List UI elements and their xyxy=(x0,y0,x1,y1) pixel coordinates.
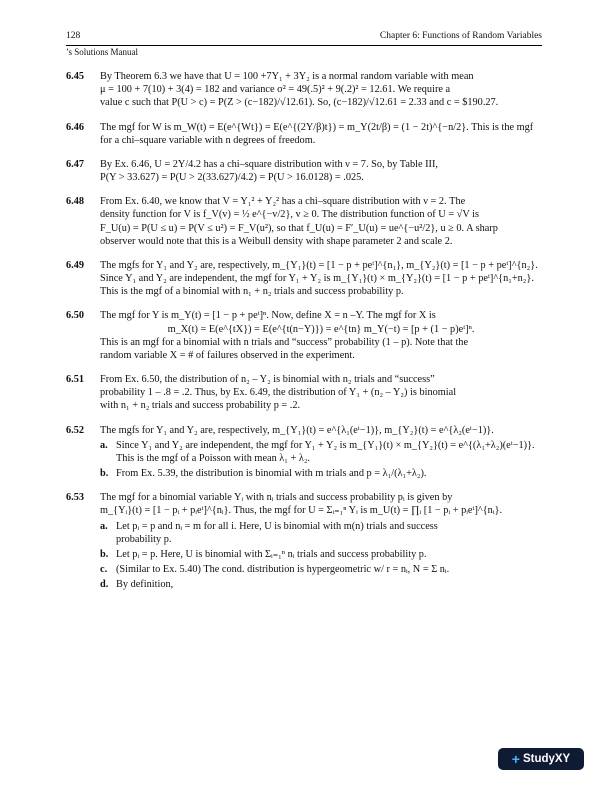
solution-line: By definition, xyxy=(116,579,174,591)
solution-line: value c such that P(U > c) = P(Z > (c−182)/√12.61). So, (c−182)/√12.61 = 2.33 and c = $190.27. xyxy=(100,97,499,109)
exercise-6-52 xyxy=(66,424,542,481)
exercise-6-47 xyxy=(66,158,542,184)
exercise-6-49 xyxy=(66,259,542,299)
logo-text: StudyXY xyxy=(522,753,571,765)
exercise-number: 6.51 xyxy=(66,374,85,386)
manual-subtitle: ’s Solutions Manual xyxy=(66,47,139,57)
solution-line: The mgf for a binomial variable Yᵢ with nᵢ trials and success probability pᵢ is given by xyxy=(100,492,453,504)
part-text xyxy=(116,439,542,465)
part-label: b. xyxy=(100,468,109,480)
exercise-number: 6.52 xyxy=(66,424,85,436)
part-a xyxy=(100,439,542,465)
solution-line: Since Y₁ and Y₂ are independent, the mgf for Y₁ + Y₂ is m_{Y₁}(t) × m_{Y₂}(t) = [1 − p + peᵗ]^{n₁+n₂}. xyxy=(100,273,534,285)
exercise-body xyxy=(100,259,542,299)
part-d xyxy=(100,578,542,591)
page-header xyxy=(66,30,542,43)
exercise-number: 6.48 xyxy=(66,196,85,208)
exercise-6-51 xyxy=(66,373,542,413)
solution-line: P(Y > 33.627) = P(U > 2(33.627)/4.2) = P(U > 16.0128) = .025. xyxy=(100,172,364,184)
exercise-body xyxy=(100,373,542,413)
solution-line: random variable X = # of failures observed in the experiment. xyxy=(100,349,355,361)
part-text xyxy=(116,548,542,561)
part-a xyxy=(100,520,542,546)
part-text xyxy=(116,467,542,480)
exercise-body xyxy=(100,424,542,481)
solution-line: Let pᵢ = p. Here, U is binomial with Σᵢ₌₁ⁿ nᵢ trials and success probability p. xyxy=(116,548,427,560)
exercise-6-53 xyxy=(66,491,542,591)
solution-line: probability p. xyxy=(116,533,172,545)
exercise-6-46 xyxy=(66,121,542,147)
part-label: b. xyxy=(100,548,109,560)
exercise-6-45 xyxy=(66,70,542,110)
header-rule xyxy=(66,45,542,46)
solution-line: By Theorem 6.3 we have that U = 100 +7Y₁ + 3Y₂ is a normal random variable with mean xyxy=(100,71,474,82)
solution-line: This is the mgf of a Poisson with mean λ₁ + λ₂. xyxy=(116,452,311,464)
part-label: d. xyxy=(100,579,109,591)
solution-line: F_U(u) = P(U ≤ u) = P(V ≤ u²) = F_V(u²), so that f_U(u) = F′_U(u) = ue^{−u²/2}, u ≥ 0. A sharp xyxy=(100,222,498,234)
studyxy-logo[interactable] xyxy=(498,748,584,770)
part-label: c. xyxy=(100,564,108,576)
exercise-number: 6.50 xyxy=(66,310,85,322)
solution-line: Let pᵢ = p and nᵢ = m for all i. Here, U is binomial with m(n) trials and success xyxy=(116,520,438,532)
part-label: a. xyxy=(100,439,108,451)
solution-line: This is the mgf of a binomial with n₁ + n₂ trials and success probability p. xyxy=(100,286,404,298)
exercise-body xyxy=(100,158,542,184)
exercise-number: 6.49 xyxy=(66,259,85,271)
solution-line: The mgfs for Y₁ and Y₂ are, respectively, m_{Y₁}(t) = e^{λ₁(eᵗ−1)}, m_{Y₂}(t) = e^{λ₂(eᵗ−1)}. xyxy=(100,424,494,436)
solution-line: m_{Yᵢ}(t) = [1 − pᵢ + pᵢeᵗ]^{nᵢ}. Thus, the mgf for U = Σᵢ₌₁ⁿ Yᵢ is m_U(t) = ∏ᵢ [1 − pᵢ + pᵢeᵗ]^{nᵢ}. xyxy=(100,505,503,517)
exercise-number: 6.53 xyxy=(66,492,85,504)
exercise-number: 6.47 xyxy=(66,158,85,170)
solution-line: By Ex. 6.46, U = 2Y/4.2 has a chi–square distribution with ν = 7. So, by Table III, xyxy=(100,158,438,170)
part-label: a. xyxy=(100,520,108,532)
solution-line: The mgf for Y is m_Y(t) = [1 − p + peᵗ]ⁿ. Now, define X = n –Y. The mgf for X is xyxy=(100,310,436,322)
solution-line: The mgf for W is m_W(t) = E(e^{Wt}) = E(e^{(2Y/β)t}) = m_Y(2t/β) = (1 − 2t)^{−n/2}. This is the mgf xyxy=(100,121,534,133)
part-b xyxy=(100,548,542,561)
part-c xyxy=(100,563,542,576)
solution-line: This is an mgf for a binomial with n trials and “success” probability (1 – p). Note that the xyxy=(100,336,469,348)
part-text xyxy=(116,520,542,546)
solution-line: observer would note that this is a Weibull density with shape parameter 2 and scale 2. xyxy=(100,235,453,247)
part-text xyxy=(116,563,542,576)
exercise-body xyxy=(100,309,542,362)
solution-equation: m_X(t) = E(e^{tX}) = E(e^{t(n−Y)}) = e^{tn} m_Y(−t) = [p + (1 − p)eᵗ]ⁿ. xyxy=(167,323,475,335)
solution-line: The mgfs for Y₁ and Y₂ are, respectively, m_{Y₁}(t) = [1 − p + peᵗ]^{n₁}, m_{Y₂}(t) = [1 − p + peᵗ]^{n₂}. xyxy=(100,259,538,271)
page-number: 128 xyxy=(66,31,81,41)
solution-line: μ = 100 + 7(10) + 3(4) = 182 and variance σ² = 49(.5)² + 9(.2)² = 12.61. We require a xyxy=(100,84,451,96)
part-b xyxy=(100,467,542,480)
exercise-body xyxy=(100,195,542,248)
solution-line: density function for V is f_V(v) = ½ e^{−v/2}, v ≥ 0. The distribution function of U = √V is xyxy=(100,209,480,221)
solution-line: From Ex. 5.39, the distribution is binomial with m trials and p = λ₁/(λ₁+λ₂). xyxy=(116,468,427,480)
plus-icon: + xyxy=(511,751,520,767)
exercise-6-50 xyxy=(66,309,542,362)
chapter-title: Chapter 6: Functions of Random Variables xyxy=(379,31,542,41)
exercise-6-48 xyxy=(66,195,542,248)
part-text xyxy=(116,578,542,591)
exercise-body xyxy=(100,70,542,110)
solution-line: From Ex. 6.40, we know that V = Y₁² + Y₂² has a chi–square distribution with ν = 2. The xyxy=(100,196,466,208)
solution-line: for a chi–square variable with n degrees of freedom. xyxy=(100,134,316,146)
solution-line: From Ex. 6.50, the distribution of n₂ – Y₂ is binomial with n₂ trials and “success” xyxy=(100,374,435,386)
solution-line: (Similar to Ex. 5.40) The cond. distribution is hypergeometric w/ r = nᵢ, N = Σ nᵢ. xyxy=(116,564,450,576)
solution-line: probability 1 – .8 = .2. Thus, by Ex. 6.49, the distribution of Y₁ + (n₂ – Y₂) is binomial xyxy=(100,387,457,399)
exercise-number: 6.45 xyxy=(66,71,85,82)
exercise-body xyxy=(100,121,542,147)
exercise-number: 6.46 xyxy=(66,121,85,133)
exercise-body xyxy=(100,491,542,591)
solution-line: Since Y₁ and Y₂ are independent, the mgf for Y₁ + Y₂ is m_{Y₁}(t) × m_{Y₂}(t) = e^{(λ₁+λ₂)(eᵗ−1)}. xyxy=(116,439,535,451)
solution-line: with n₁ + n₂ trials and success probability p = .2. xyxy=(100,400,301,412)
solutions-content xyxy=(66,70,542,603)
